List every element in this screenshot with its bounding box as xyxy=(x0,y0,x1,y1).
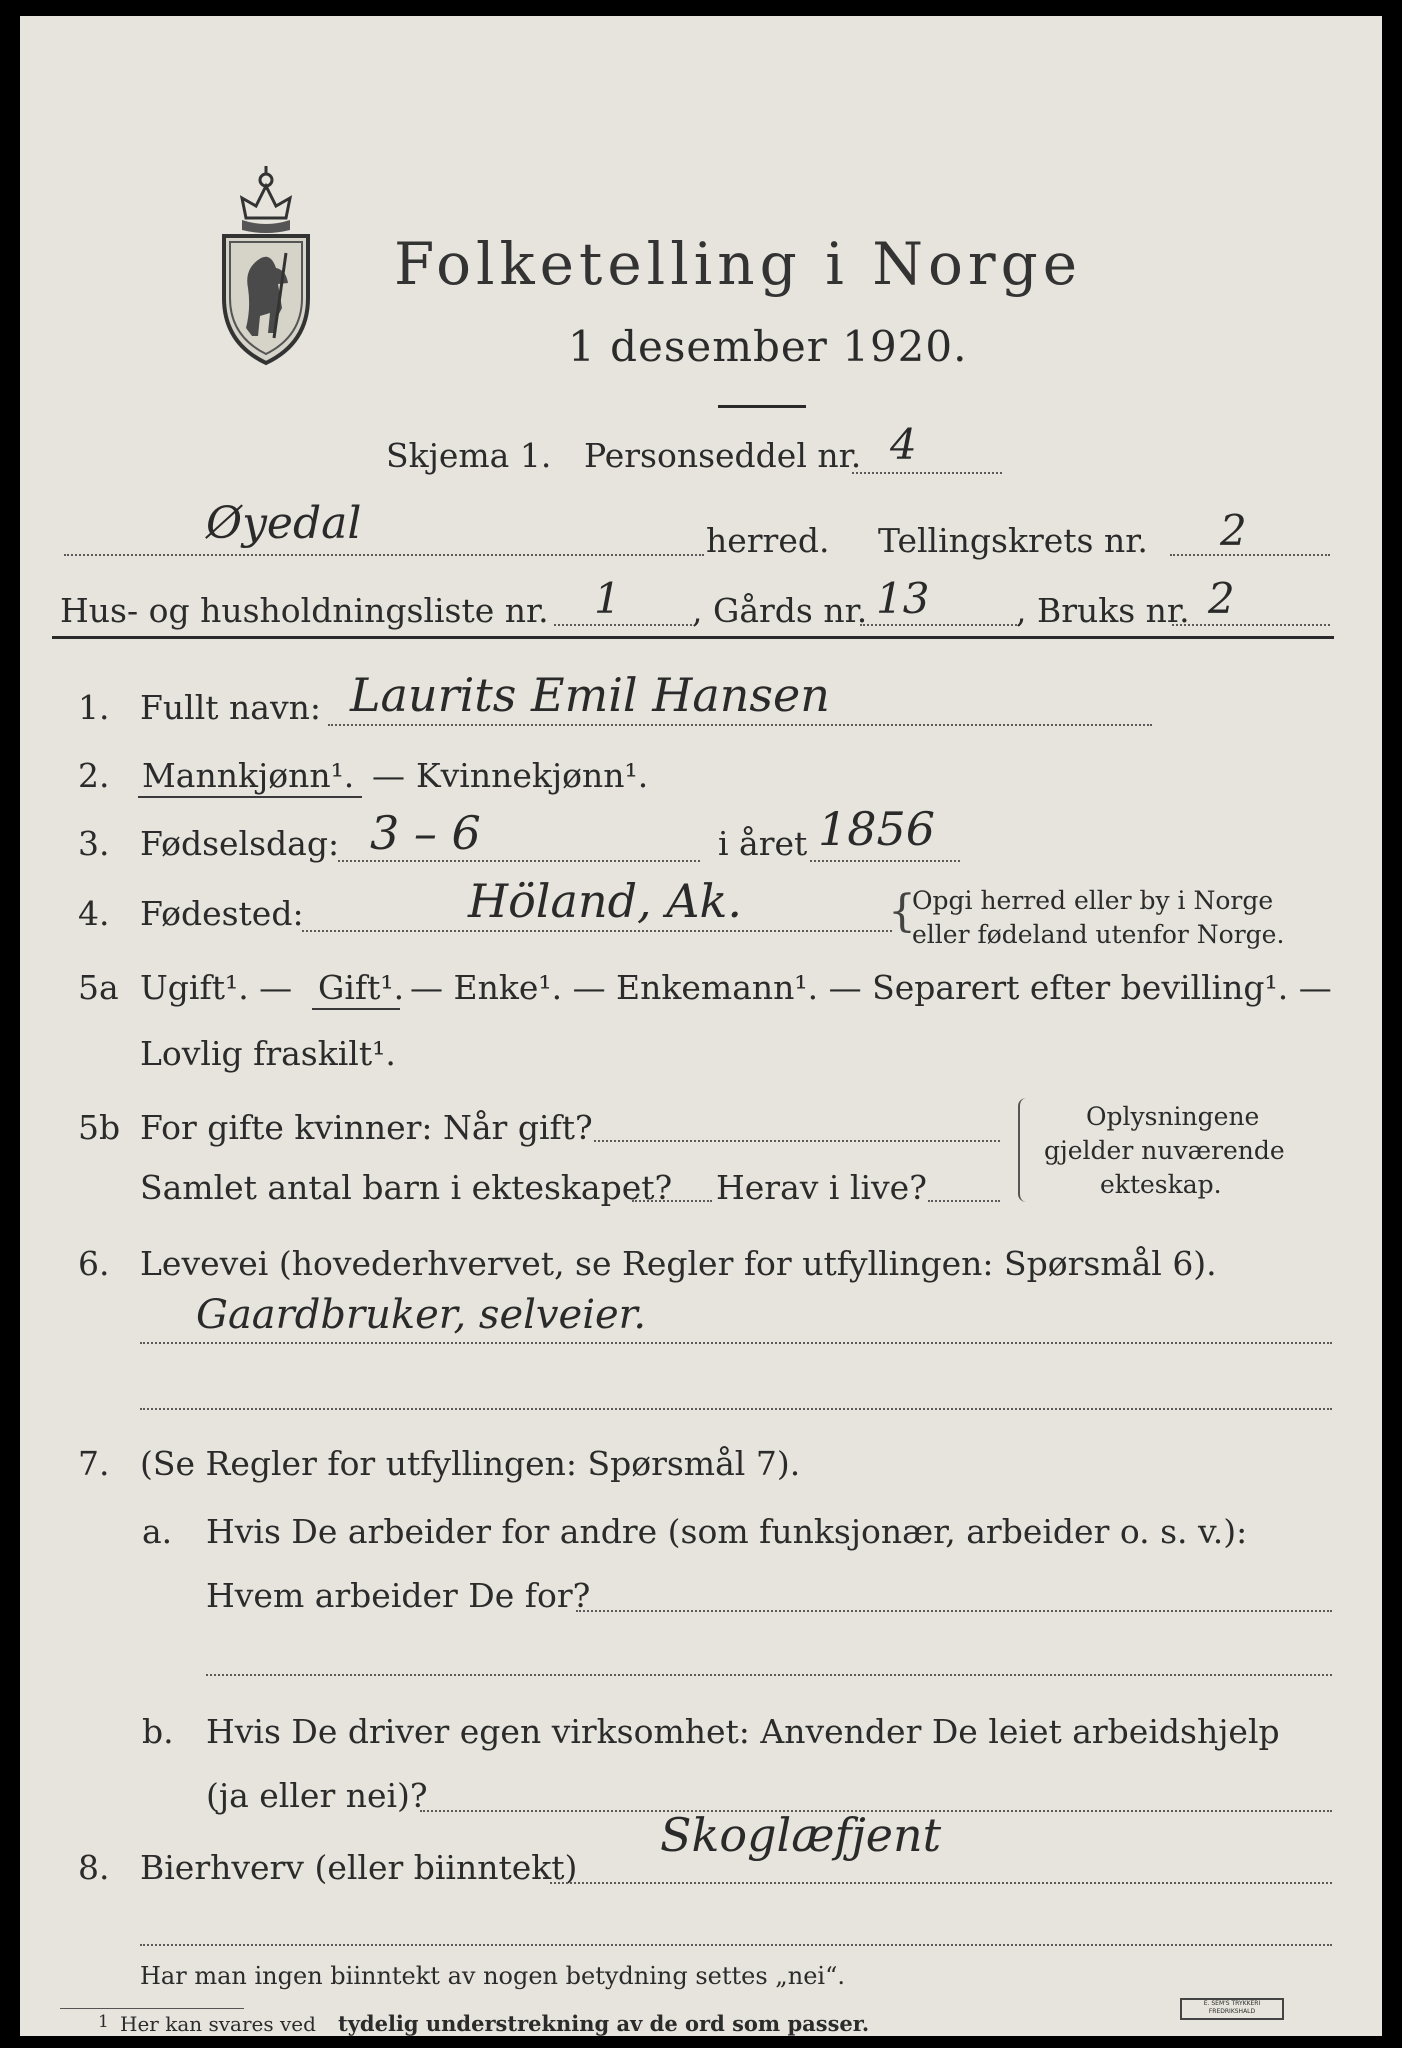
footnote-text-a: Her kan svares ved xyxy=(120,2012,316,2036)
gards-nr-value: 13 xyxy=(876,574,930,623)
q5b-alive-line xyxy=(928,1200,1000,1202)
q2-kvinnekjonn: Kvinnekjønn¹. xyxy=(416,756,649,795)
q3-label: Fødselsdag: xyxy=(140,824,340,863)
q6-occupation-value: Gaardbruker, selveier. xyxy=(196,1292,647,1338)
husholdning-line xyxy=(554,624,692,626)
q5b-note-line2: gjelder nuværende xyxy=(1044,1136,1285,1165)
q5a-ugift: Ugift¹. — xyxy=(140,968,293,1007)
q5b-number: 5b xyxy=(78,1108,121,1147)
q7a-extra-line xyxy=(206,1674,1332,1676)
q1-full-name-value: Laurits Emil Hansen xyxy=(350,668,830,722)
tellingskrets-nr-value: 2 xyxy=(1220,506,1247,555)
q2-mannkjonn: Mannkjønn¹. xyxy=(142,756,355,795)
q3-line xyxy=(338,860,700,862)
q5a-rest: — Enke¹. — Enkemann¹. — Separert efter bevilling¹. — xyxy=(410,968,1332,1007)
q4-birthplace-value: Höland, Ak. xyxy=(468,874,742,928)
q8-extra-line xyxy=(140,1944,1332,1946)
footnote-number: 1 xyxy=(98,2012,109,2032)
q5a-number: 5a xyxy=(78,968,119,1007)
q7a-line2: Hvem arbeider De for? xyxy=(206,1576,591,1615)
q5b-line1: For gifte kvinner: Når gift? xyxy=(140,1108,593,1147)
form-title: Folketelling i Norge xyxy=(394,230,1083,298)
q3-year-label: i året xyxy=(718,824,808,863)
q7a-number: a. xyxy=(142,1512,173,1551)
q3-year-value: 1856 xyxy=(818,802,936,856)
coat-of-arms-icon xyxy=(216,158,316,373)
skjema-label: Skjema 1. xyxy=(386,436,552,475)
q5a-gift: Gift¹. xyxy=(318,968,405,1007)
q1-label: Fullt navn: xyxy=(140,688,321,727)
q2-separator: — xyxy=(372,756,405,795)
census-form-sheet xyxy=(20,16,1382,2036)
q4-brace: { xyxy=(888,886,916,937)
q7a-employer-line xyxy=(576,1610,1332,1612)
bruks-label: , Bruks nr. xyxy=(1016,591,1190,630)
q4-line xyxy=(302,930,892,932)
q7-label: (Se Regler for utfyllingen: Spørsmål 7). xyxy=(140,1444,801,1483)
form-date: 1 desember 1920. xyxy=(568,322,968,371)
footnote-divider xyxy=(60,2008,244,2009)
gards-line xyxy=(860,624,1020,626)
q4-note-line1: Opgi herred eller by i Norge xyxy=(912,886,1274,915)
q3-birthday-value: 3 – 6 xyxy=(370,806,481,860)
herred-value: Øyedal xyxy=(206,498,362,549)
q6-label: Levevei (hovederhvervet, se Regler for utfyllingen: Spørsmål 6). xyxy=(140,1244,1217,1283)
q1-line xyxy=(328,724,1152,726)
q7-number: 7. xyxy=(78,1444,110,1483)
q3-year-line xyxy=(810,860,960,862)
q4-label: Fødested: xyxy=(140,894,304,933)
q8-side-income-value: Skoglæfjent xyxy=(660,1808,942,1862)
q6-line1 xyxy=(140,1342,1332,1344)
q5b-bracket xyxy=(1018,1098,1030,1202)
husholdning-nr-value: 1 xyxy=(594,574,621,623)
q5a-gift-underline xyxy=(312,1008,400,1010)
bruks-nr-value: 2 xyxy=(1208,574,1235,623)
gards-label: , Gårds nr. xyxy=(692,591,868,630)
herred-line xyxy=(64,554,704,556)
printer-stamp: E. SEM'S TRYKKERI FREDRIKSHALD xyxy=(1180,1998,1284,2020)
q5b-note-line1: Oplysningene xyxy=(1086,1102,1260,1131)
bruks-line xyxy=(1172,624,1330,626)
tellingskrets-label: Tellingskrets nr. xyxy=(878,521,1148,560)
personseddel-line xyxy=(852,472,1002,474)
q5a-line2: Lovlig fraskilt¹. xyxy=(140,1034,396,1073)
q6-line2 xyxy=(140,1408,1332,1410)
q7a-line1: Hvis De arbeider for andre (som funksjonær, arbeider o. s. v.): xyxy=(206,1512,1248,1551)
q4-number: 4. xyxy=(78,894,110,933)
herred-label: herred. xyxy=(706,521,830,560)
q5b-children-line xyxy=(632,1200,712,1202)
q5b-married-line xyxy=(594,1140,1000,1142)
footer-note: Har man ingen biinntekt av nogen betydning settes „nei“. xyxy=(140,1962,845,1990)
q8-number: 8. xyxy=(78,1848,110,1887)
personseddel-label: Personseddel nr. xyxy=(584,436,862,475)
q4-note-line2: eller fødeland utenfor Norge. xyxy=(912,920,1285,949)
q3-number: 3. xyxy=(78,824,110,863)
q6-number: 6. xyxy=(78,1244,110,1283)
q1-number: 1. xyxy=(78,688,110,727)
q8-line xyxy=(550,1882,1332,1884)
personseddel-nr-value: 4 xyxy=(890,420,917,469)
q7b-line1: Hvis De driver egen virksomhet: Anvender De leiet arbeidshjelp xyxy=(206,1712,1280,1751)
q5b-line2: Samlet antal barn i ekteskapet? xyxy=(140,1168,673,1207)
q7b-line2: (ja eller nei)? xyxy=(206,1776,428,1815)
q7b-number: b. xyxy=(142,1712,174,1751)
footnote-text-b: tydelig understrekning av de ord som passer. xyxy=(338,2011,870,2036)
q2-number: 2. xyxy=(78,756,110,795)
tellingskrets-line xyxy=(1170,554,1330,556)
title-divider xyxy=(718,405,806,408)
q5b-herav: Herav i live? xyxy=(716,1168,927,1207)
q8-label: Bierhverv (eller biinntekt) xyxy=(140,1848,578,1887)
header-divider xyxy=(52,636,1334,639)
q5b-note-line3: ekteskap. xyxy=(1100,1170,1222,1199)
husholdning-label: Hus- og husholdningsliste nr. xyxy=(60,591,549,630)
q2-mannkjonn-underline xyxy=(138,796,362,798)
